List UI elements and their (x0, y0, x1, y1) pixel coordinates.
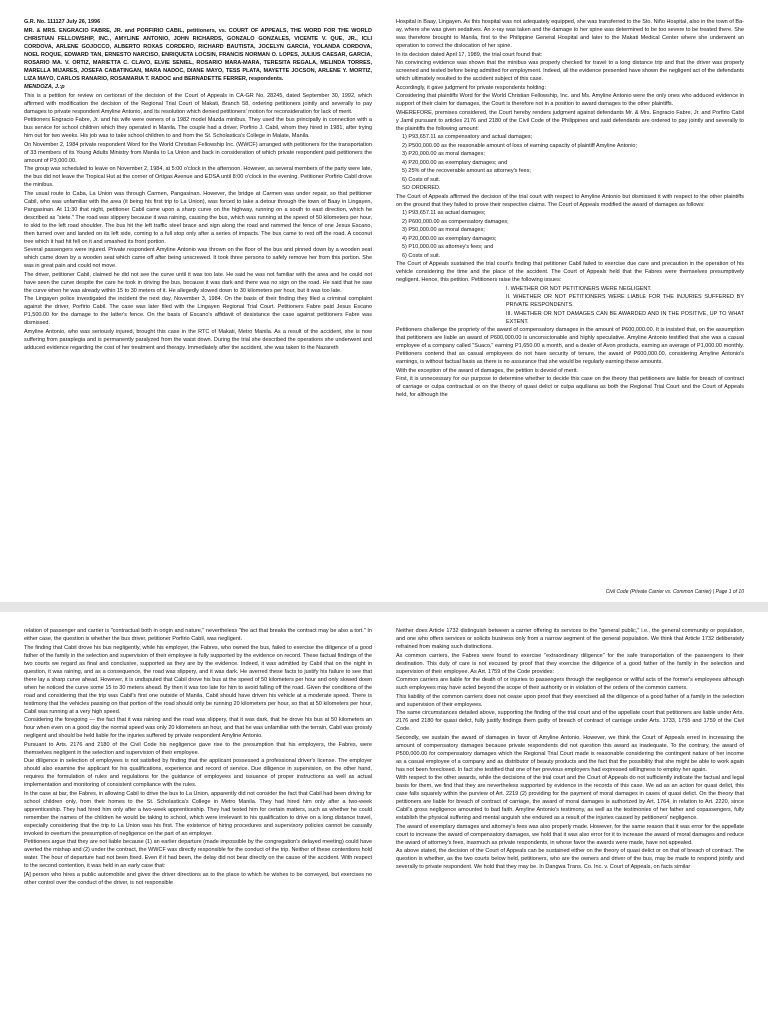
list-item: 5) P10,000.00 as attorney's fees; and (402, 244, 494, 250)
paragraph: The group was scheduled to leave on November 2, 1984, at 5:00 o'clock in the afternoon. However, as several members of the party were late, the bus did not leave the Tropical Hut at the corner of Ortigas Avenue and EDSA until 8:00 o'clock in the evening. Petitioner Porfirio Cabil drove the minibus. (24, 166, 372, 188)
paragraph: [A] person who hires a public automobile and gives the driver directions as to the place to which he wishes to be conveyed, but exercises no other control over the conduct of the driver, is not responsible (24, 871, 372, 886)
page1-right-column (396, 18, 744, 400)
paragraph: With respect to the other awards, while the decisions of the trial court and the Court of Appeals do not sufficiently indicate the factual and legal basis for them, we find that they are nevertheless supported by evidence in the records of this case. We ad as an action for quasi delict, this case falls squarely within the purview of Art. 2219 (2) providing for the payment of moral damages in cases of quasi delict. On the theory that petitioners are liable for breach of contract of carriage, the award of moral damages is authorized by Art. 1764, in relation to Art. 2220, since Cabil's gross negligence amounted to bad faith. Amyline Antonio's testimony, as well as the testimonies of her father and copassengers, fully establish the physical suffering and mental anguish she endured as a result of the injuries caused by petitioners' negligence. (396, 775, 744, 821)
list-item: 6) Costs of suit. (402, 176, 441, 183)
list-item: 1) P93,657.11 as actual damages; (402, 210, 486, 216)
list-item: 6) Costs of suit. (402, 252, 441, 259)
paragraph: Due diligence in selection of employees is not satisfied by finding that the applicant possessed a professional driver's license. The employer should also examine the applicant for his qualifications, experience and record of service. Due diligence in supervision, on the other hand, requires the formulation of rules and regulations for the guidance of employees and issuance of proper instructions as well as actual implementation and monitoring of consistent compliance with the rules. (24, 758, 372, 788)
document-page-2 (0, 612, 768, 1024)
issues-list (396, 285, 744, 326)
paragraph: This is a petition for review on certiorari of the decision of the Court of Appeals in CA-GR No. 28245, dated September 30, 1992, which affirmed with modification the decision of the Regional Trial Court of Makati, Branch 58, ordering petitioners jointly and severally to pay damages to private respondent Amyline Antonio, and its resolution which denied petitioners' motion for reconsideration for lack of merit. (24, 92, 372, 115)
paragraph: This liability of the common carriers does not cease upon proof that they exercised all the diligence of a good father of a family in the selection and supervision of their employees. (396, 693, 744, 708)
issue-item: III. WHETHER OR NOT DAMAGES CAN BE AWARDED AND IN THE POSITIVE, UP TO WHAT EXTENT. (506, 310, 744, 325)
list-item: 2) P600,000.00 as compensatory damages; (402, 218, 509, 225)
paragraph: First, it is unnecessary for our purpose to determine whether to decide this case on the theory that petitioners are liable for breach of contract of carriage or culpa contractual or on the theory of quasi delict or culpa aquiliana as both the Regional Trial Court and the Court of Appeals held, for although the (396, 376, 744, 398)
paragraph: With the exception of the award of damages, the petition is devoid of merit. (396, 367, 578, 374)
paragraph: On November 2, 1984 private respondent Word for the World Christian Fellowship Inc. (WWCF) arranged with petitioners for the transportation of 33 members of its Young Adults Ministry from Manila to La Union and back in consideration of which private respondent paid petitioners the amount of P3,000.00. (24, 141, 372, 164)
ponente: MENDOZA, J.:p (24, 84, 65, 90)
page2-right-column (396, 627, 744, 887)
list-item: 3) P50,000.00 as moral damages; (402, 227, 485, 233)
trial-court-awards-list (396, 133, 744, 184)
paragraph: In its decision dated April 17, 1989, the trial court found that: (396, 51, 543, 58)
appeals-awards-list (396, 209, 744, 260)
page1-left-column (24, 18, 372, 400)
case-heading: G.R. No. 111127 July 26, 1996 (24, 19, 101, 25)
list-item: 3) P20,000.00 as moral damages; (402, 151, 485, 157)
paragraph: Amyline Antonio, who was seriously injured, brought this case in the RTC of Makati, Metro Manila. As a result of the accident, she is now suffering from paraplegia and is permanently paralyzed from the waist down. During the trial she described the operations she underwent and adduced evidence regarding the cost of her treatment and therapy. Immediately after the accident, she was taken to the Nazareth (24, 328, 372, 351)
list-item: 5) 25% of the recoverable amount as attorney's fees; (402, 168, 531, 174)
paragraph: In the case at bar, the Fabres, in allowing Cabil to drive the bus to La Union, apparently did not consider the fact that Cabil had been driving for school children only, from their homes to the St. Scholastica's College in Metro Manila. They had hired him only after a two-week apprenticeship. They had hired him only after a two-week apprenticeship. They had tested him for certain matters, such as whether he could remember the names of the children he would be taking to school, which were irrelevant to his qualification to drive on a long distance travel, especially considering that the trip to La Union was his first. The existence of hiring procedures and supervisory policies cannot be casually invoked to overturn the presumption of negligence on the part of an employer. (24, 790, 372, 837)
paragraph: The finding that Cabil drove his bus negligently, while his employer, the Fabres, who owned the bus, failed to exercise the diligence of a good father of the family in the selection and supervision of their employee is fully supported by the evidence on record. These factual findings of the two courts we regard as final and conclusive, supported as they are by the evidence. Indeed, it was admitted by Cabil that on the night in question, it was raining, and as a consequence, the road was slippery, and it was dark. He averred these facts to justify his failure to see that there lay a sharp curve ahead. However, it is undisputed that Cabil drove his bus at the speed of 50 kilometers per hour and only slowed down when he noticed the curve some 15 to 30 meters ahead. By then it was too late for him to avoid falling off the road. Given the conditions of the road and considering that the trip was Cabil's first one outside of Manila, Cabil should have driven his vehicle at a moderate speed. There is testimony that the vehicles passing on that portion of the road should only be running 20 kilometers per hour, so that at 50 kilometers per hour, Cabil was running at a very high speed. (24, 644, 372, 715)
paragraph: As above stated, the decision of the Court of Appeals can be sustained either on the theory of quasi delict or on that of breach of contract. The question is whether, as the two courts below held, petitioners, who are the owners and driver of the bus, may be made to respond jointly and severally to private respondent. We hold that they may be. In Dangwa Trans. Co. Inc. v. Court of Appeals, on facts similar (396, 848, 744, 870)
page-footer: Civil Code (Private Carrier vs. Common Carrier) | Page 1 of 10 (605, 589, 744, 595)
list-item: 4) P20,000.00 as exemplary damages; (402, 235, 497, 242)
paragraph: Petitioners argue that they are not liable because (1) an earlier departure (made impossible by the congregation's delayed meeting) could have averted the mishap and (2) under the contract, the WWCF was directly responsible for the conduct of the trip. Neither of these contentions hold water. The hour of departure had not been fixed. Even if it had been, the delay did not bear directly on the cause of the accident. With respect to the second contention, it was held in an early case that: (24, 839, 372, 869)
paragraph: Considering that plaintiffs Word for the World Christian Fellowship, Inc. and Ms. Amyline Antonio were the only ones who adduced evidence in support of their claim for damages, the Court is therefore not in a position to award damages to the other plaintiffs. (396, 93, 744, 107)
paragraph: Several passengers were injured. Private respondent Amyline Antonio was thrown on the floor of the bus and pinned down by a wooden seat which came down by a wooden seat which came off after being unscrewed. It took three persons to safely remove her from this portion. She was in great pain and could not move. (24, 247, 372, 269)
paragraph: Neither does Article 1732 distinguish between a carrier offering its services to the "general public," i.e., the general community or population, and one who offers services or solicits business only from a narrow segment of the general population. We think that Article 1732 deliberately refrained from making such distinctions. (396, 628, 744, 650)
paragraph: Pursuant to Arts. 2176 and 2180 of the Civil Code his negligence gave rise to the presumption that his employers, the Fabres, were themselves negligent in the selection and supervision of their employee. (24, 741, 372, 756)
paragraph: No convincing evidence was shown that the minibus was properly checked for travel to a long distance trip and that the driver was properly screened and tested before being admitted for employment. Indeed, all the evidence presented have shown the negligent act of the defendants which ultimately resulted to the accident subject of this case. (396, 60, 744, 82)
paragraph: The driver, petitioner Cabil, claimed he did not see the curve until it was too late. He said he was not familiar with the area and he could not have seen the curve despite the care he took in driving the bus, because it was dark and there was no sign on the road. He said that he saw the curve when he was already within 15 to 30 meters of it. He allegedly slowed down to 30 kilometers per hour, but it was too late. (24, 271, 372, 294)
page2-left-column (24, 627, 372, 887)
issue-item: II. WHETHER OR NOT PETITIONERS WERE LIABLE FOR THE INJURIES SUFFERED BY PRIVATE RESPONDENTS. (506, 294, 744, 308)
paragraph: The Lingayen police investigated the incident the next day, November 3, 1984. On the basis of their finding they filed a criminal complaint against the driver, Porfirio Cabil. The case was later filed with the Lingayen Regional Trial Court. Petitioners Fabre paid Jesus Escano P1,500.00 for the damage to the latter's fence. On the basis of Escano's affidavit of desistance the case against petitioners Fabre was dismissed. (24, 296, 372, 326)
paragraph: The same circumstances detailed above, supporting the finding of the trial court and of the appellate court that petitioners are liable under Arts. 2176 and 2180 for quasi delict, fully justify findings them guilty of breach of contract of carriage under Arts. 1733, 1755 and 1759 of the Civil Code. (396, 710, 744, 732)
list-item: 4) P20,000.00 as exemplary damages; and (402, 159, 508, 166)
paragraph: Hospital in Baay, Lingayen. As this hospital was not adequately equipped, she was transferred to the Sto. Niño Hospital, also in the town of Ba-ay, where she was given sedatives. An x-ray was taken and the damage to her spine was determined to be too severe to be treated there. She was therefore brought to Manila, first to the Philippine General Hospital and later to the Makati Medical Center where she underwent an operation to correct the dislocation of her spine. (396, 19, 744, 49)
paragraph: WHEREFORE, premises considered, the Court hereby renders judgment against defendants Mr. & Mrs. Engracio Fabre, Jr. and Porfirio Cabil y Jamil pursuant to articles 2176 and 2180 of the Civil Code of the Philippines and said defendants are ordered to pay jointly and severally to the plaintiffs the following amount: (396, 109, 744, 132)
paragraph: Accordingly, it gave judgment for private respondents holding: (396, 84, 547, 91)
paragraph: The Court of Appeals sustained the trial court's finding that petitioner Cabil failed to exercise due care and precaution in the operation of his vehicle considering the time and the place of the accident. The Court of Appeals held that the Fabres were themselves presumptively negligent. Hence, this petition. Petitioners raise the following issues: (396, 261, 744, 283)
paragraph: Petitioners Engracio Fabre, Jr. and his wife were owners of a 1982 model Mazda minibus. They used the bus principally in connection with a bus service for school children which they operated in Manila. The couple had a driver, Porfirio J. Cabil, whom they hired in 1981, after trying him out for two weeks. His job was to take school children to and from the St. Scholastica's College in Malate, Manila. (24, 117, 372, 139)
paragraph: The usual route to Caba, La Union was through Carmen, Pangasinan. However, the bridge at Carmen was under repair, so that petitioner Cabil, who was unfamiliar with the area (it being his first trip to La Union), was forced to take a detour through the town of Baay in Lingayen, Pangasinan. At 11:30 that night, petitioner Cabil came upon a sharp curve on the highway, running on a south to east direction, which he described as "siete." The road was slippery because it was raining, causing the bus, which was running at the speed of 50 kilometers per hour, to skid to the left road shoulder. The bus hit the left traffic steel brace and sign along the road and rammed the fence of one Jesus Escano, then turned over and landed on its left side, coming to a full stop only after a series of impacts. The bus came to rest off the road. A coconut tree which it had hit fell on it and smashed its front portion. (24, 190, 372, 245)
so-ordered: SO ORDERED. (402, 185, 441, 191)
list-item: 1) P93,657.11 as compensatory and actual damages; (402, 134, 533, 140)
paragraph: Petitioners challenge the propriety of the award of compensatory damages in the amount of P600,000.00. It is insisted that, on the assumption that petitioners are liable an award of P600,000.00 is unconscionable and highly speculative. Amyline Antonio testified that she was a casual employee of a company called "Suaco," earning P1,650.00 a month, and a dealer of Avon products, earning an average of P1,000.00 monthly. Petitioners contend that as casual employees do not have security of tenure, the award of P600,000.00, considering Amyline Antonio's earnings, is without factual basis as there is no assurance that she would be regularly earning these amounts. (396, 327, 744, 365)
paragraph: The award of exemplary damages and attorney's fees was also properly made. However, for the same reason that it was error for the appellate court to increase the award of compensatory damages, we hold that it was also error for it to increase the award of moral damages and reduce the award of attorney's fees, inasmuch as private respondents, in whose favor the awards were made, have not appealed. (396, 823, 744, 846)
list-item: 2) P500,000.00 as the reasonable amount of loss of earning capacity of plaintiff Amyline Antonio; (402, 142, 638, 149)
paragraph: Considering the foregoing — the fact that it was raining and the road was slippery, that it was dark, that he drove his bus at 50 kilometers an hour when even on a good day the normal speed was only 20 kilometers an hour, and that he was unfamiliar with the terrain, Cabil was grossly negligent and should be held liable for the injuries suffered by private respondent Amyline Antonio. (24, 717, 372, 739)
paragraph: Secondly, we sustain the award of damages in favor of Amyline Antonio. However, we think the Court of Appeals erred in increasing the amount of compensatory damages because private respondents did not question this award as inadequate. To the contrary, the award of P500,000.00 for compensatory damages which the Regional Trial Court made is reasonable considering the contingent nature of her income as a casual employee of a company and as distributor of beauty products and the fact that the possibility that she might be able to work again has not been foreclosed. In fact she testified that one of her previous employers had expressed willingness to employ her again. (396, 734, 744, 773)
paragraph: Common carriers are liable for the death of or injuries to passengers through the negligence or willful acts of the former's employees although such employees may have acted beyond the scope of their authority or in violation of the orders of the common carriers. (396, 677, 744, 691)
paragraph: As common carriers, the Fabres were found to exercise "extraordinary diligence" for the safe transportation of the passengers to their destination. This duty of care is not excused by proof that they exercise the diligence of a good father of the family in the selection and supervision of their employee. As Art. 1759 of the Code provides: (396, 652, 744, 675)
issue-item: I. WHETHER OR NOT PETITIONERS WERE NEGLIGENT. (506, 285, 652, 292)
paragraph: The Court of Appeals affirmed the decision of the trial court with respect to Amyline Antonio but dismissed it with respect to the other plaintiffs on the ground that they failed to prove their respective claims. The Court of Appeals modified the award of damages as follows: (396, 193, 744, 208)
case-parties: MR. & MRS. ENGRACIO FABRE, JR. and PORFIRIO CABIL, petitioners, vs. COURT OF APPEALS, THE WORD FOR THE WORLD CHRISTIAN FELLOWSHIP, INC., AMYLINE ANTONIO, JOHN RICHARDS, GONZALO GONZALES, VICENTE V. QUE, JR., ICLI CORDOVA, ARLENE GOJOCCO, ALBERTO ROXAS CORDERO, RICHARD BAUTISTA, JOCELYN GARCIA, YOLANDA CORDOVA, NOEL ROQUE, EDWARD TAN, ERNESTO NARCISO, ENRIQUETA LOCSIN, FRANCIS NORMAN O. LOPES, JULIUS CAESAR, GARCIA, ROSARIO MA. V. ORTIZ, MARIETTA C. CLAVO, ELVIE SENIEL, ROSARIO MARA-MARA, TERESITA REGALA, MELINDA TORRES, MARELLA MIJARES, JOSEFA CABATINGAN, MARA NADOC, DIANE MAYO, TESS PLATA, MAYETTE JOCSON, ARLENE Y. MORTIZ, LIZA MAYO, CARLOS RANARIO, ROSAMARIA T. RADOC and BERNADETTE FERRER, respondents. (24, 27, 372, 82)
paragraph: relation of passenger and carrier is "contractual both in origin and nature," nevertheless "the act that breaks the contract may be also a tort." In either case, the question is whether the bus driver, petitioner Porfirio Cabil, was negligent. (24, 628, 372, 642)
